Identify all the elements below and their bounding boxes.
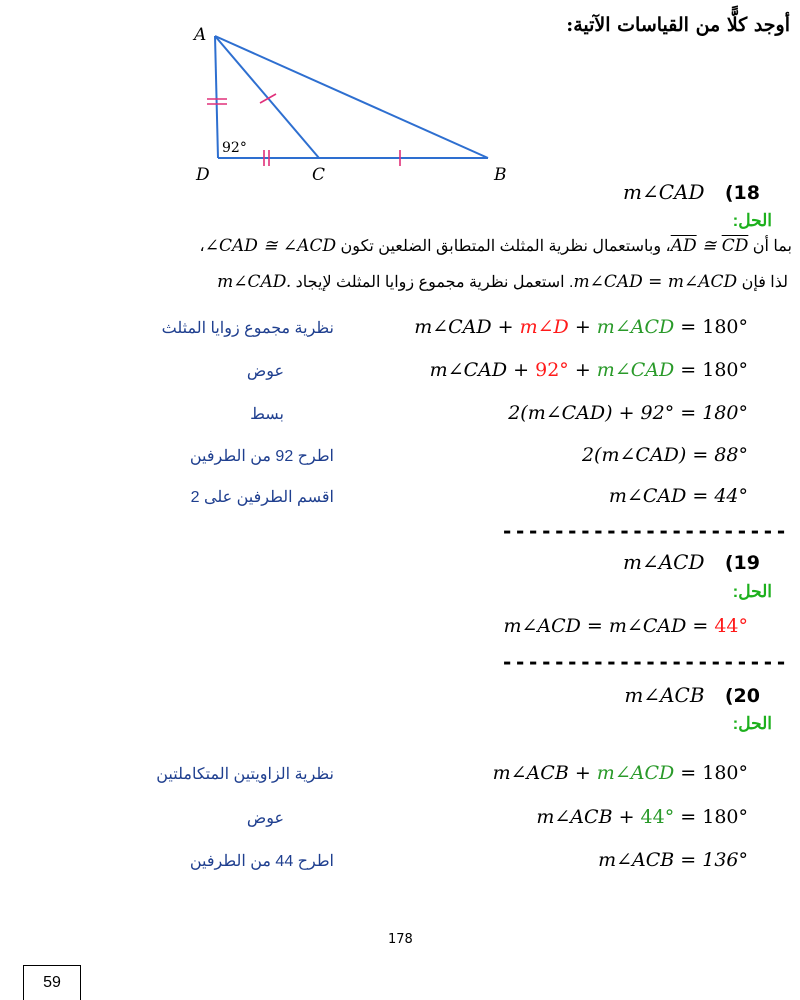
p18-step-5-equation: m∠CAD = 44° (608, 485, 748, 507)
p19-eq-result: 44° (714, 615, 748, 637)
line2-text: . استعمل نظرية مجموع زوايا المثلث لإيجاد (295, 274, 574, 291)
p18-s1-rhs: = 180° (674, 316, 748, 338)
line1-congruence-segments: $\overline{AD}$ ≅ $\overline{CD}$ (670, 236, 749, 256)
line2-math: m∠CAD = m∠ACD (573, 272, 738, 292)
vertex-label-B: B (494, 165, 507, 185)
p20-step-3-equation: m∠ACB = 136° (598, 849, 748, 871)
problem-20-title: m∠ACB (624, 683, 705, 707)
page-number: 178 (388, 932, 413, 947)
segment-AD: $\overline{AD}$ (670, 236, 697, 256)
problem-18-paragraph-line-1: بما أن $\overline{AD}$ ≅ $\overline{CD}،$ وباستعمال نظرية المثلث المتطابق الضلعين تكون ∠CAD ≅ ∠ACD، (199, 236, 792, 256)
p18-s2-angle-CAD: m∠CAD (596, 359, 675, 381)
divider-1: ---------------------- (501, 519, 788, 543)
p18-s1-angle-D: m∠D (519, 316, 569, 338)
p18-step-1-reason: نظرية مجموع زوايا المثلث (161, 320, 334, 337)
problem-18-header (623, 180, 760, 204)
p19-eq-part-a: m∠ACD = m∠CAD = (503, 615, 715, 637)
p18-s2-plus: + (568, 359, 597, 381)
line1-text: ، وباستعمال نظرية المثلث المتطابق الضلعين تكون (340, 238, 671, 255)
p20-s1-rhs: = 180° (674, 762, 748, 784)
problem-19-title: m∠ACD (623, 550, 705, 574)
p18-step-5-reason: اقسم الطرفين على 2 (190, 489, 334, 506)
page-title: أوجد كلًّا من القياسات الآتية: (566, 14, 790, 36)
problem-19-solution-label: الحل: (732, 582, 772, 601)
line1-congruent-angles: ∠CAD ≅ ∠ACD (204, 236, 337, 256)
vertex-label-A: A (194, 25, 207, 45)
angle-D-label: 92° (222, 140, 247, 156)
p18-s1-angle-ACD: m∠ACD (596, 316, 675, 338)
p18-step-3-equation: 2(m∠CAD) + 92° = 180° (508, 402, 748, 424)
p18-s1-plus: + (568, 316, 597, 338)
p20-s2-44: 44° (640, 806, 675, 828)
p20-s2-part-a: m∠ACB + (536, 806, 641, 828)
p19-equation (503, 615, 748, 637)
problem-20-header (624, 683, 760, 707)
problem-18-paragraph-line-2 (217, 272, 788, 292)
p18-step-1-equation (414, 316, 748, 338)
vertex-label-C: C (312, 165, 326, 185)
line2-prefix: لذا فإن (741, 274, 788, 291)
p20-step-1-reason: نظرية الزاويتين المتكاملتين (156, 766, 334, 783)
p20-s1-part-a: m∠ACB + (492, 762, 597, 784)
problem-18-solution-label: الحل: (732, 211, 772, 230)
p18-step-4-reason: اطرح 92 من الطرفين (189, 448, 334, 465)
p20-step-3-reason: اطرح 44 من الطرفين (189, 853, 334, 870)
p18-s2-92: 92° (535, 359, 569, 381)
problem-19-number: (19 (724, 552, 760, 574)
p18-s2-part-a: m∠CAD + (429, 359, 536, 381)
p20-s1-angle-ACD: m∠ACD (596, 762, 675, 784)
chapter-box: 59 (23, 965, 81, 1000)
p18-step-4-equation: 2(m∠CAD) = 88° (581, 444, 748, 466)
tick-AC (260, 94, 276, 103)
p20-s2-rhs: = 180° (674, 806, 748, 828)
side-AD (215, 36, 218, 158)
vertex-label-D: D (196, 165, 210, 185)
problem-19-header (623, 550, 760, 574)
p20-step-1-equation (493, 762, 748, 784)
p18-step-2-reason: عوض (246, 363, 284, 380)
segment-CD: $\overline{CD}$ (721, 236, 749, 256)
p20-step-2-reason: عوض (246, 810, 284, 827)
problem-20-number: (20 (724, 685, 760, 707)
p18-step-3-reason: بسط (250, 406, 284, 423)
line2-end: m∠CAD. (217, 272, 292, 292)
p18-s1-part-a: m∠CAD + (414, 316, 520, 338)
triangle-figure (190, 22, 520, 187)
p18-s2-rhs: = 180° (674, 359, 748, 381)
problem-18-title: m∠CAD (623, 180, 705, 204)
side-AB (215, 36, 488, 158)
problem-18-number: (18 (724, 182, 760, 204)
p20-step-2-equation (536, 806, 748, 828)
problem-20-solution-label: الحل: (732, 714, 772, 733)
line1-prefix: بما أن (752, 238, 792, 255)
divider-2: ---------------------- (501, 650, 788, 674)
p18-step-2-equation (430, 359, 748, 381)
